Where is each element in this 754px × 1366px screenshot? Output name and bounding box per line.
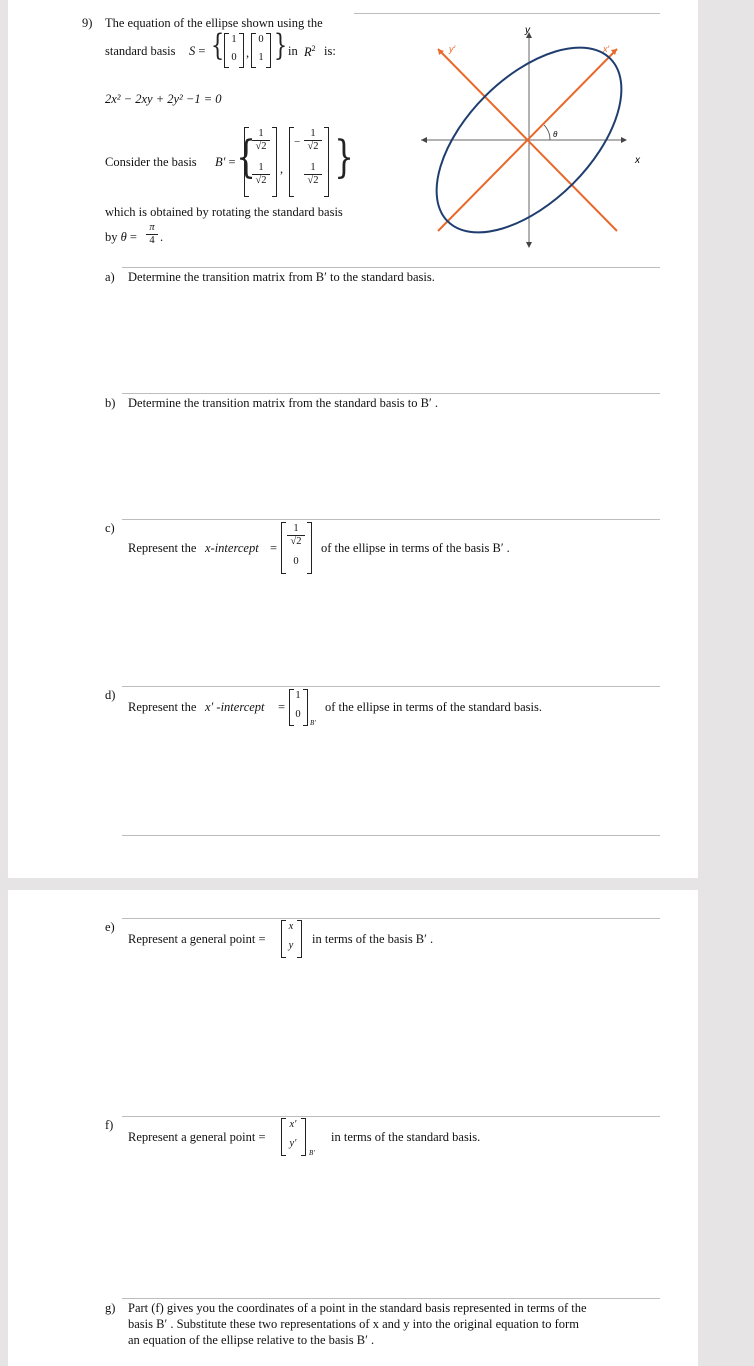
part-d-vec-a: 1 xyxy=(295,690,301,701)
page-1 xyxy=(8,0,698,878)
part-f-sub: B′ xyxy=(309,1149,315,1157)
x-label: x xyxy=(635,155,640,166)
is-text: is: xyxy=(324,44,336,58)
B-v2-b: $\frac{1}{√2}$ xyxy=(304,162,322,187)
pi-over-4: $\frac{\pi}{4}$ xyxy=(146,222,158,247)
page-2 xyxy=(8,890,698,1366)
rule-b xyxy=(122,393,660,394)
part-e-suffix: in terms of the basis B′ . xyxy=(312,932,434,946)
rule-e xyxy=(122,918,660,919)
theta-label: θ xyxy=(553,130,558,139)
part-d-eq: = xyxy=(278,700,286,714)
bracket xyxy=(272,127,277,197)
x-axis-arrow xyxy=(621,137,627,143)
part-d-label: d) xyxy=(105,688,116,702)
part-c-label: c) xyxy=(105,521,115,535)
part-f-suffix: in terms of the standard basis. xyxy=(331,1130,481,1144)
part-c-vec-top: $\frac{1}{√2}$ xyxy=(287,523,305,548)
R2: $R^2$ xyxy=(304,44,316,60)
intro-line-1: The equation of the ellipse shown using the xyxy=(105,16,323,30)
bracket xyxy=(281,522,286,574)
left-brace: { xyxy=(236,132,256,183)
bracket xyxy=(297,920,302,958)
bracket xyxy=(239,33,244,68)
rule-a xyxy=(122,267,660,268)
theta-arc xyxy=(544,125,550,140)
part-c-suffix: of the ellipse in terms of the basis B′ . xyxy=(321,541,510,555)
bracket xyxy=(301,1118,306,1156)
x-axis-arrow-left xyxy=(421,137,427,143)
part-g-line1: Part (f) gives you the coordinates of a point in the standard basis represented in terms of the xyxy=(128,1301,587,1315)
part-c-eq: = xyxy=(270,541,278,555)
bracket xyxy=(266,33,271,68)
part-f-prefix: Represent a general point = xyxy=(128,1130,266,1144)
bracket xyxy=(224,33,229,68)
S-v1-a: 1 xyxy=(231,34,237,45)
ellipse-equation: 2x² − 2xy + 2y² −1 = 0 xyxy=(105,92,222,106)
comma: , xyxy=(280,162,284,176)
Bprime-label: B′ = xyxy=(215,155,236,169)
rule-end xyxy=(122,835,660,836)
S-v2-a: 0 xyxy=(258,34,264,45)
part-d-vec-b: 0 xyxy=(295,709,301,720)
y-label: y xyxy=(525,25,530,36)
part-e-label: e) xyxy=(105,920,115,934)
part-e-prefix: Represent a general point = xyxy=(128,932,266,946)
bracket xyxy=(244,127,249,197)
y-prime-label: y′ xyxy=(449,44,456,54)
rotate-text: which is obtained by rotating the standard basis xyxy=(105,205,343,219)
problem-number: 9) xyxy=(82,16,93,30)
part-c-prefix: Represent the xyxy=(128,541,197,555)
ellipse-figure xyxy=(416,20,656,260)
S-label: S = xyxy=(189,44,206,58)
part-d-suffix: of the ellipse in terms of the standard basis. xyxy=(325,700,542,714)
part-c-term: x-intercept xyxy=(205,541,259,555)
standard-basis-label: standard basis xyxy=(105,44,176,58)
rule-d xyxy=(122,686,660,687)
rule-g xyxy=(122,1298,660,1299)
bracket xyxy=(303,689,308,726)
B-v1-b: $\frac{1}{√2}$ xyxy=(252,162,270,187)
top-rule xyxy=(354,13,660,14)
bracket xyxy=(324,127,329,197)
part-a-text: Determine the transition matrix from B′ to the standard basis. xyxy=(128,270,435,284)
part-d-term: x′ -intercept xyxy=(205,700,265,714)
rule-f xyxy=(122,1116,660,1117)
part-g-label: g) xyxy=(105,1301,116,1315)
part-f-vec-x: x′ xyxy=(289,1119,297,1130)
part-f-label: f) xyxy=(105,1118,114,1132)
part-g-line3: an equation of the ellipse relative to the basis B′ . xyxy=(128,1333,375,1347)
rule-c xyxy=(122,519,660,520)
minus-sign: − xyxy=(294,136,301,148)
part-f-vec-y: y′ xyxy=(289,1138,297,1149)
bracket xyxy=(307,522,312,574)
S-v2-b: 1 xyxy=(258,52,264,63)
period: . xyxy=(160,230,164,244)
left-brace: { xyxy=(210,28,225,63)
right-brace: } xyxy=(273,28,288,63)
B-v2-a: $\frac{1}{√2}$ xyxy=(304,128,322,153)
right-brace: } xyxy=(334,132,354,183)
consider-basis-label: Consider the basis xyxy=(105,155,197,169)
part-c-vec-bottom: 0 xyxy=(293,556,299,567)
in-text: in xyxy=(288,44,298,58)
part-e-vec-x: x xyxy=(288,921,294,932)
part-b-label: b) xyxy=(105,396,116,410)
comma: , xyxy=(246,46,250,60)
bracket xyxy=(251,33,256,68)
part-b-text: Determine the transition matrix from the standard basis to B′ . xyxy=(128,396,438,410)
S-v1-b: 0 xyxy=(231,52,237,63)
by-theta: by θ = xyxy=(105,230,137,244)
B-v1-a: $\frac{1}{√2}$ xyxy=(252,128,270,153)
part-a-label: a) xyxy=(105,270,115,284)
part-g-line2: basis B′ . Substitute these two representations of x and y into the original equation to form xyxy=(128,1317,579,1331)
part-d-prefix: Represent the xyxy=(128,700,197,714)
y-axis-arrow-bottom xyxy=(526,242,532,248)
part-e-vec-y: y xyxy=(288,940,294,951)
part-d-sub: B′ xyxy=(310,719,316,727)
x-prime-label: x′ xyxy=(603,44,610,54)
